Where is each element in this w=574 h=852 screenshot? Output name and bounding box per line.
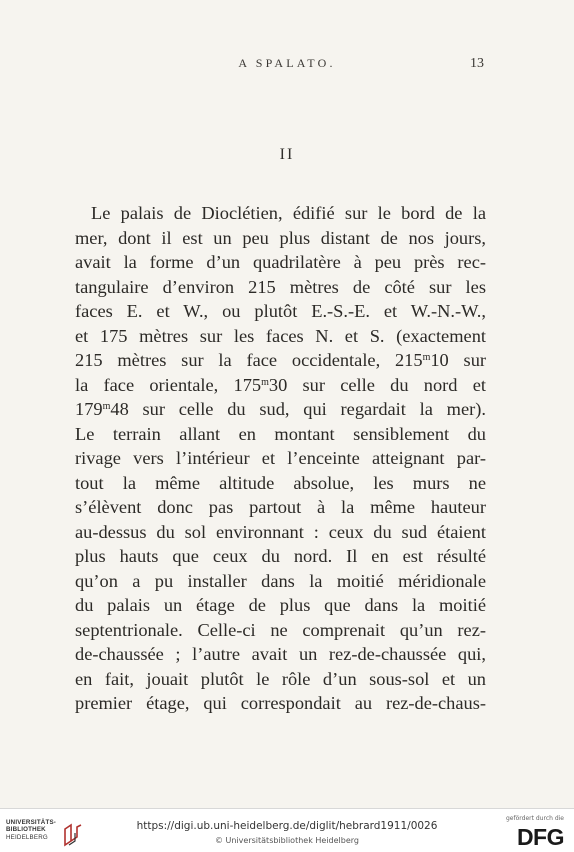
superscript-unit: m bbox=[102, 401, 111, 412]
text-line: rivage vers l’intérieur et l’enceinte atteignant par- bbox=[75, 448, 486, 468]
text-line: premier étage, qui correspondait au rez-de-chaus- bbox=[75, 693, 486, 713]
text-line: faces E. et W., ou plutôt E.-S.-E. et W.-N.-W., bbox=[75, 301, 486, 321]
text-line: mer, dont il est un peu plus distant de nos jours, bbox=[75, 227, 486, 248]
superscript-unit: m bbox=[422, 352, 431, 363]
text-line: avait la forme d’un quadrilatère à peu près rec- bbox=[75, 252, 486, 272]
text-fragment: 215 mètres sur la face occidentale, 215 bbox=[75, 350, 423, 370]
text-line: Le terrain allant en montant sensiblement du bbox=[75, 423, 486, 444]
text-fragment: 48 sur celle du sud, qui regardait la mer). bbox=[110, 399, 486, 419]
dfg-caption: gefördert durch die bbox=[506, 815, 564, 822]
viewer-footer bbox=[0, 808, 574, 852]
copyright-notice: © Universitätsbibliothek Heidelberg bbox=[214, 836, 359, 845]
text-line: et 175 mètres sur les faces N. et S. (exactement bbox=[75, 325, 486, 346]
text-line: plus hauts que ceux du nord. Il en est résulté bbox=[75, 546, 486, 566]
text-line: en fait, jouait plutôt le rôle d’un sous-sol et un bbox=[75, 668, 486, 689]
running-header bbox=[0, 56, 574, 76]
library-name-line: UNIVERSITÄTS- bbox=[6, 819, 57, 826]
dfg-mark: DFG bbox=[516, 824, 564, 850]
running-title: A SPALATO. bbox=[238, 56, 336, 70]
text-line bbox=[75, 348, 486, 373]
text-fragment: 10 sur bbox=[430, 350, 487, 370]
superscript-unit: m bbox=[261, 376, 269, 388]
text-line: de-chaussée ; l’autre avait un rez-de-chaussée qui, bbox=[75, 644, 486, 664]
text-line: s’élèvent donc pas partout à la même hauteur bbox=[75, 497, 486, 517]
library-name-line: BIBLIOTHEK bbox=[6, 826, 46, 834]
text-line: du palais un étage de plus que dans la moitié bbox=[75, 595, 486, 615]
text-fragment: la face orientale, 175 bbox=[75, 374, 262, 395]
text-line bbox=[75, 397, 486, 422]
text-line: tout la même altitude absolue, les murs ne bbox=[75, 472, 486, 493]
text-line: au-dessus du sol environnant : ceux du sud étaient bbox=[75, 521, 486, 542]
text-line: septentrionale. Celle-ci ne comprenait qu’un rez- bbox=[75, 619, 486, 640]
section-numeral: II bbox=[279, 146, 295, 163]
permalink-url[interactable]: https://digi.ub.uni-heidelberg.de/diglit/hebrard1911/0026 bbox=[136, 820, 438, 832]
text-fragment: 179 bbox=[75, 399, 103, 419]
text-line: qu’on a pu installer dans la moitié méridionale bbox=[75, 570, 486, 591]
text-fragment: 30 sur celle du nord et bbox=[268, 374, 486, 395]
body-paragraph bbox=[75, 201, 486, 716]
library-name-line: HEIDELBERG bbox=[6, 833, 48, 841]
text-line: Le palais de Dioclétien, édifié sur le bord de la bbox=[91, 203, 486, 223]
page-number: 13 bbox=[470, 56, 484, 71]
dfg-logo[interactable] bbox=[504, 815, 564, 849]
text-line bbox=[75, 373, 486, 398]
text-line: tangulaire d’environ 215 mètres de côté sur les bbox=[75, 276, 486, 297]
